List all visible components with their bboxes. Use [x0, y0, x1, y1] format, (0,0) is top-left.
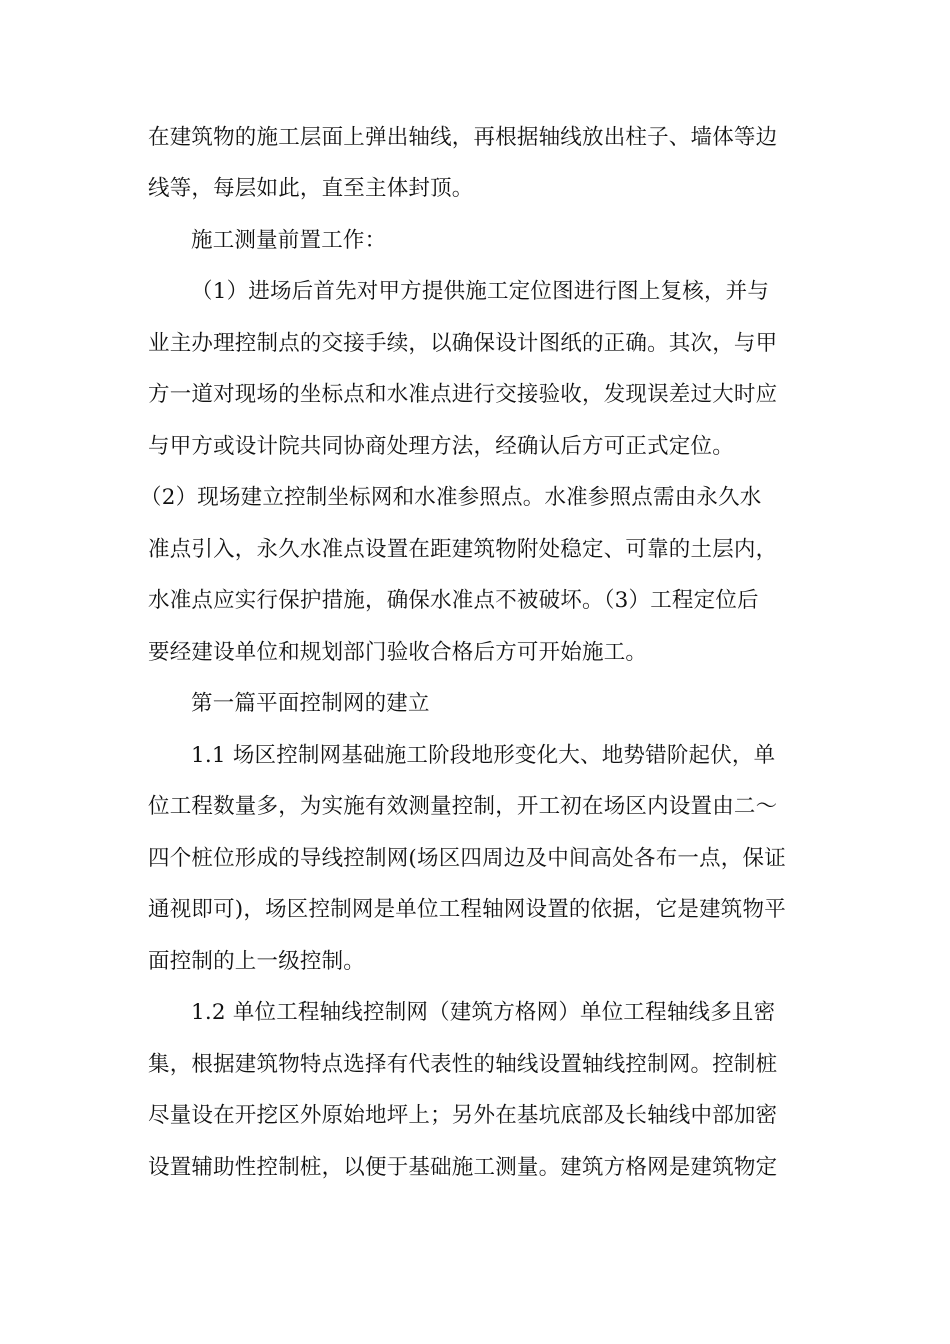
- text-line: 位工程数量多，为实施有效测量控制，开工初在场区内设置由二～: [148, 794, 778, 819]
- text-line: 准点引入，永久水准点设置在距建筑物附处稳定、可靠的土层内，: [148, 537, 778, 562]
- text-line: 面控制的上一级控制。: [148, 949, 366, 974]
- text-line: 要经建设单位和规划部门验收合格后方可开始施工。: [148, 640, 648, 665]
- text-line: 在建筑物的施工层面上弹出轴线，再根据轴线放出柱子、墙体等边: [148, 125, 778, 150]
- text-line: （1）进场后首先对甲方提供施工定位图进行图上复核，并与: [191, 279, 770, 304]
- text-line: 1.2 单位工程轴线控制网（建筑方格网）单位工程轴线多且密: [191, 1000, 776, 1025]
- text-line: 四个桩位形成的导线控制网(场区四周边及中间高处各布一点，保证: [148, 846, 786, 871]
- text-line: 设置辅助性控制桩，以便于基础施工测量。建筑方格网是建筑物定: [148, 1155, 778, 1180]
- text-line: 业主办理控制点的交接手续，以确保设计图纸的正确。其次，与甲: [148, 331, 778, 356]
- text-line: （2）现场建立控制坐标网和水准参照点。水准参照点需由永久水: [140, 485, 762, 510]
- section-heading: 第一篇平面控制网的建立: [191, 691, 430, 716]
- section-heading: 施工测量前置工作：: [191, 228, 387, 253]
- text-line: 水准点应实行保护措施，确保水准点不被破坏。（3）工程定位后: [148, 588, 759, 613]
- text-line: 尽量设在开挖区外原始地坪上；另外在基坑底部及长轴线中部加密: [148, 1103, 778, 1128]
- text-line: 1.1 场区控制网基础施工阶段地形变化大、地势错阶起伏，单: [191, 743, 776, 768]
- text-line: 与甲方或设计院共同协商处理方法，经确认后方可正式定位。: [148, 434, 734, 459]
- text-line: 方一道对现场的坐标点和水准点进行交接验收，发现误差过大时应: [148, 382, 778, 407]
- text-line: 集，根据建筑物特点选择有代表性的轴线设置轴线控制网。控制桩: [148, 1052, 778, 1077]
- text-line: 线等，每层如此，直至主体封顶。: [148, 176, 474, 201]
- text-line: 通视即可)，场区控制网是单位工程轴网设置的依据，它是建筑物平: [148, 897, 786, 922]
